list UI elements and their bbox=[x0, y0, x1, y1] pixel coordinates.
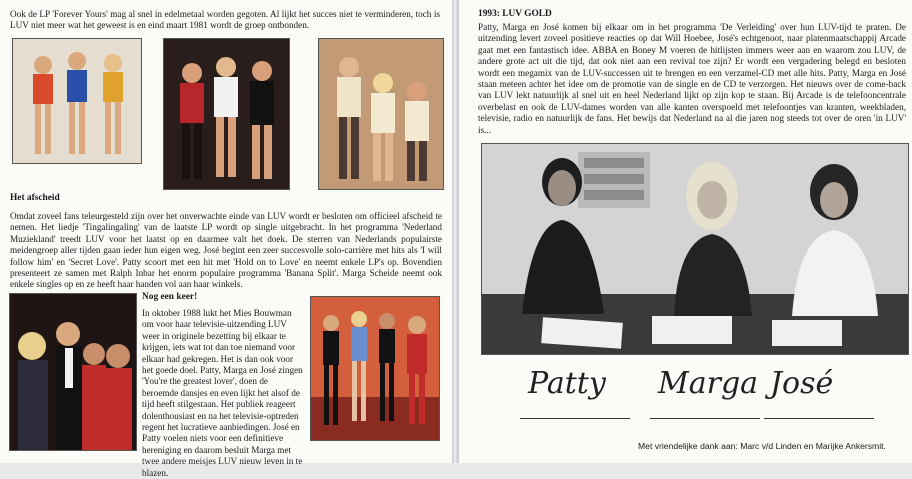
photo-trio-dark-outfits bbox=[163, 38, 290, 190]
signature-jose: José bbox=[770, 366, 834, 401]
afscheid-paragraph: Omdat zoveel fans teleurgesteld zijn over het onverwachte einde van LUV wordt er besloten om officieel afscheid te nemen. Het liedje 'Tingalingaling' van de laatste LP wordt op single uitgebracht. In het programma 'Nederland Muziekland' treedt LUV voor het laatst op en daarmee valt het doek. De sterren van Nederlands populairste meidengroep aller tijden gaan ieder hun eigen weg. José begint een zeer succesvolle solo-carrière met hits als 'I will follow him' en 'Secret Love'. Patty scoort met een hit met 'Hold on to Love' en neemt enkele LP's op. Bovendien presenteert ze samen met Ralph Inbar het enorm populaire programma 'Banana Split'. Marga Scheide neemt ook enkele singles op en ze heeft haar handen vol aan haar winkels. bbox=[10, 211, 442, 290]
photo-trio-costumes bbox=[12, 38, 142, 164]
signature-line-2 bbox=[650, 418, 760, 419]
nog-een-keer-paragraph: In oktober 1988 lukt het Mies Bouwman om voor haar televisie-uitzending LUV weer in originele bezetting bij elkaar te krijgen, iets wat tot dan toe niemand voor elkaar had gekregen. Het is dan ook voor het goede doel. Patty, Marga en José zingen 'You're the greatest lover', doen de beroemde dansjes en even lijkt het alsof de tijd heeft stilgestaan. Het publiek reageert dolenthousiast en na het televisie-optreden regent het lucratieve aanbiedingen. José en Patty voelen niets voor een definitieve hereniging en daarom besluit Marga met twee andere meisjes LUV nieuw leven in te blazen. bbox=[142, 308, 303, 478]
photo-trio-beige bbox=[318, 38, 444, 190]
luv-gold-paragraph: Patty, Marga en José komen bij elkaar om in het programma 'De Verleiding' over hun LUV-tijd te praten. De uitzending levert zoveel positieve reacties op dat Will Hoebee, José's echtgenoot, naar platenmaatschappij Arcade gaat met een fantastisch idee. ABBA en Boney M voeren de hitlijsten immers weer aan en waarom zou LUV, de andere grote act uit die tijd, dat ook niet aan een revival toe zijn? Er wordt een vergadering belegd en besloten wordt een megamix van de LUV-successen uit te brengen en een verzamel-CD met alle hits. Patty, Marga en José staan meteen achter het idee om de promotie van de single en de CD te verzorgen. Het nieuws over de come-back van LUV lekt natuurlijk al snel uit en heel Nederland lijkt op zijn kop te staan. Bij Arcade is de telefooncentrale overbelast en ook de LUV-dames worden van alle kanten overspoeld met telefoontjes van kranten, weekbladen, televisie, radio en natuurlijk de fans. Het bewijs dat Nederland na al die jaren nog steeds tot over de oren 'in LUV' is... bbox=[478, 22, 906, 135]
luv-gold-heading: 1993: LUV GOLD bbox=[478, 9, 552, 19]
photo-stage-performance bbox=[310, 296, 440, 441]
signature-line-1 bbox=[520, 418, 630, 419]
signature-patty: Patty bbox=[528, 366, 606, 401]
photo-group-with-host bbox=[9, 293, 137, 451]
signature-marga: Marga bbox=[658, 366, 759, 401]
signature-line-3 bbox=[764, 418, 874, 419]
acknowledgement-text: Met vriendelijke dank aan: Marc v/d Linden en Marijke Ankersmit. bbox=[638, 441, 886, 451]
afscheid-heading: Het afscheid bbox=[10, 193, 60, 203]
nog-een-keer-heading: Nog een keer! bbox=[142, 292, 198, 302]
intro-paragraph: Ook de LP 'Forever Yours' mag al snel in edelmetaal worden gegoten. Al lijkt het succes niet te verminderen, toch is LUV niet meer wat het geweest is en eind maart 1981 wordt de groep ontbonden. bbox=[10, 9, 440, 31]
photo-trio-signing bbox=[481, 143, 909, 355]
